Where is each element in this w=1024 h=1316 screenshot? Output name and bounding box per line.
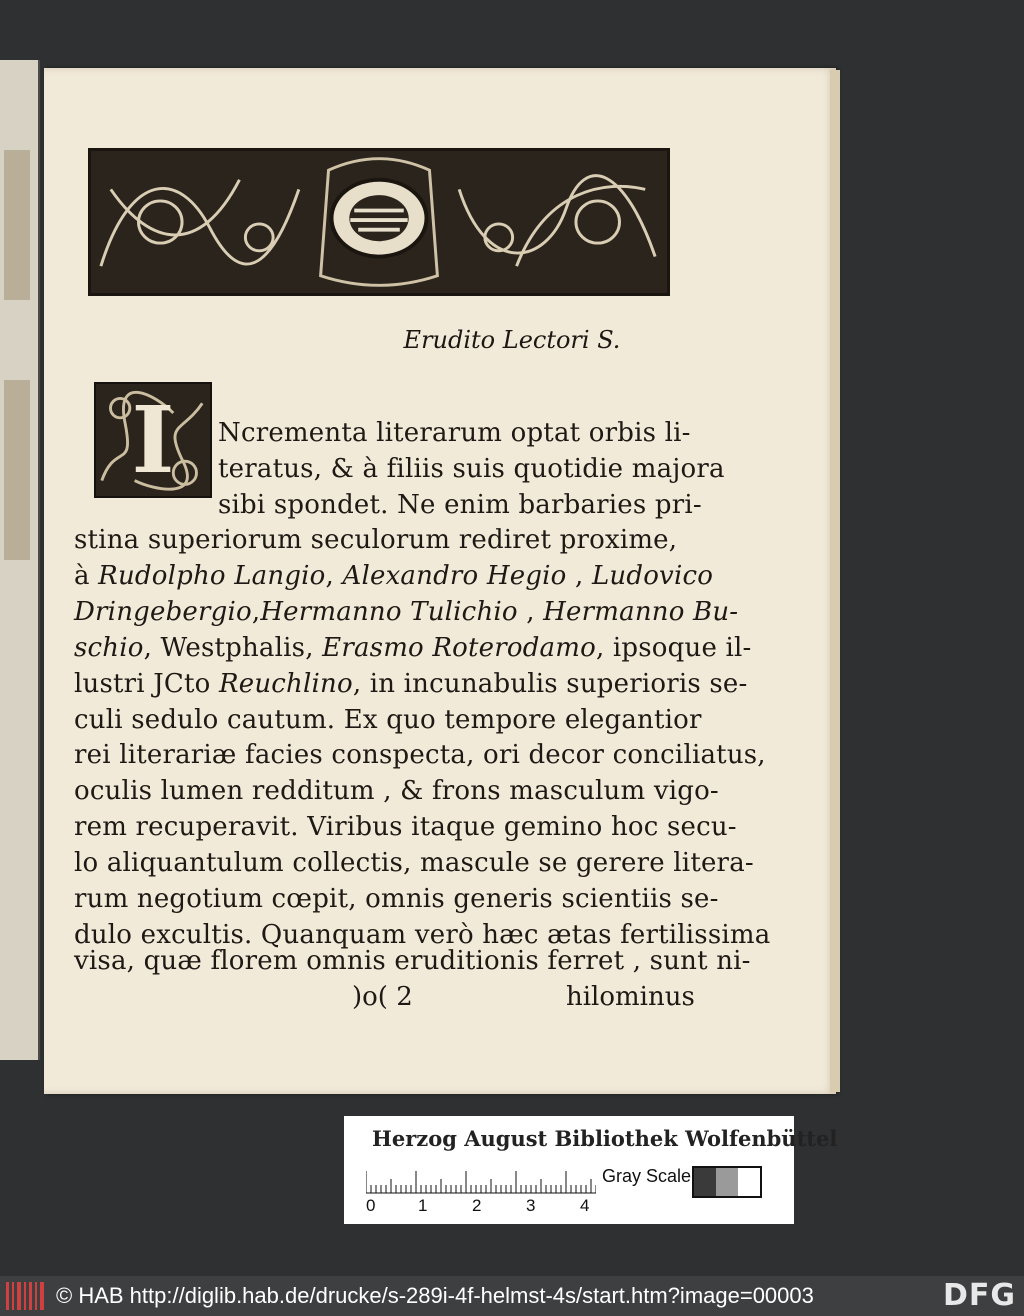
gray-swatch-mid — [716, 1168, 738, 1196]
text-line-10: rei literariæ facies conspecta, ori decor conciliatus, — [74, 740, 766, 770]
initial-letter: I — [131, 386, 175, 494]
signature-mark: )o( 2 — [352, 982, 413, 1012]
text-line-13: lo aliquantulum collectis, mascule se gerere litera- — [74, 848, 754, 878]
catchword: hilominus — [566, 982, 695, 1012]
text-line-5: à Rudolpho Langio, Alexandro Hegio , Ludovico — [74, 561, 714, 591]
gray-scale-label: Gray Scale — [602, 1166, 692, 1186]
text-line-1: Ncrementa literarum optat orbis li- — [218, 418, 691, 448]
library-label-card — [344, 1116, 838, 1224]
previous-page-edge — [0, 60, 40, 1060]
gray-swatch-dark — [694, 1168, 716, 1196]
text-line-2: teratus, & à filiis suis quotidie majora — [218, 454, 725, 484]
text-line-6: Dringebergio,Hermanno Tulichio , Hermanno Bu- — [74, 597, 739, 627]
page-heading: Erudito Lectori S. — [403, 326, 621, 354]
footer-bar — [0, 1276, 1024, 1316]
footer-source-link[interactable]: © HAB http://diglib.hab.de/drucke/s-289i-4f-helmst-4s/start.htm?image=00003 — [56, 1283, 814, 1308]
ruler-number-0: 0 — [366, 1196, 376, 1215]
library-name: Herzog August Bibliothek Wolfenbüttel — [372, 1126, 838, 1151]
text-line-7: schio, Westphalis, Erasmo Roterodamo, ipsoque il- — [74, 633, 752, 663]
text-line-8: lustri JCto Reuchlino, in incunabulis superioris se- — [74, 669, 748, 699]
text-line-11: oculis lumen redditum , & frons masculum vigo- — [74, 776, 719, 806]
text-line-12: rem recuperavit. Viribus itaque gemino hoc secu- — [74, 812, 737, 842]
ruler-number-1: 1 — [418, 1196, 428, 1215]
text-line-14: rum negotium cœpit, omnis generis scientiis se- — [74, 884, 719, 914]
text-line-3: sibi spondet. Ne enim barbaries pri- — [218, 490, 702, 520]
barcode-icon — [6, 1282, 46, 1310]
gray-swatch-light — [738, 1168, 760, 1196]
text-line-4: stina superiorum seculorum rediret proxime, — [74, 525, 678, 555]
dfg-logo: DFG — [942, 1278, 1016, 1313]
gray-scale-swatches — [692, 1166, 762, 1198]
page-edge — [830, 70, 840, 1092]
ruler-number-2: 2 — [472, 1196, 482, 1215]
text-line-16: visa, quæ florem omnis eruditionis ferret , sunt ni- — [74, 946, 751, 976]
ruler-scale — [366, 1164, 596, 1194]
ornamental-headpiece — [88, 148, 670, 296]
text-line-15: dulo excultis. Quanquam verò hæc ætas fertilissima — [74, 920, 771, 950]
decorated-initial — [94, 382, 212, 498]
ruler-number-3: 3 — [526, 1196, 536, 1215]
ruler-number-4: 4 — [580, 1196, 590, 1215]
text-line-9: culi sedulo cautum. Ex quo tempore elegantior — [74, 705, 702, 735]
